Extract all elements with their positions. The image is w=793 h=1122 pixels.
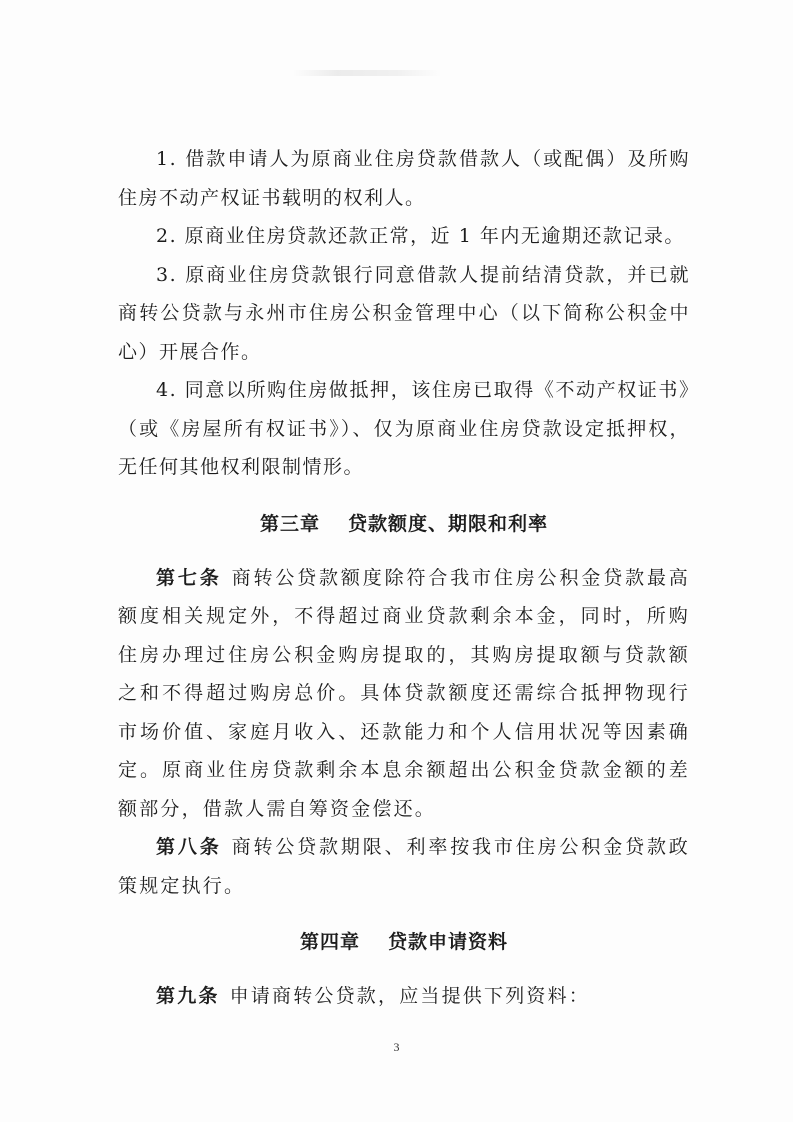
chapter-4-title: 贷款申请资料 — [388, 931, 509, 953]
chapter-3-title: 贷款额度、期限和利率 — [348, 512, 549, 535]
article-8-text: 商转公贷款期限、利率按我市住房公积金贷款政策规定执行。 — [118, 836, 691, 897]
article-9-label: 第九条 — [156, 985, 220, 1007]
chapter-3-heading — [118, 509, 690, 539]
article-7-text: 商转公贷款额度除符合我市住房公积金贷款最高额度相关规定外，不得超过商业贷款剩余本金，同时，所购住房办理过住房公积金购房提取的，其购房提取额与贷款额之和不得超过购房总价。具体贷款额度还需综合抵押物现行市场价值、家庭月收入、还款能力和个人信用状况等因素确定。原商业住房贷款剩余本息余额超出公积金贷款金额的差额部分，借款人需自筹资金偿还。 — [118, 566, 691, 820]
scan-smudge — [292, 70, 442, 76]
article-9-text: 申请商转公贷款，应当提供下列资料： — [229, 985, 591, 1007]
condition-4: 4. 同意以所购住房做抵押，该住房已取得《不动产权证书》（或《房屋所有权证书》）、仅为原商业住房贷款设定抵押权，无任何其他权利限制情形。 — [118, 379, 690, 478]
chapter-4-number: 第四章 — [299, 931, 360, 953]
article-9 — [118, 977, 690, 1016]
article-7 — [118, 559, 690, 829]
condition-1: 1. 借款申请人为原商业住房贷款借款人（或配偶）及所购住房不动产权证书载明的权利人。 — [118, 148, 690, 209]
page-number: 3 — [393, 1040, 400, 1054]
article-7-label: 第七条 — [156, 566, 222, 589]
condition-2: 2. 原商业住房贷款还款正常，近 1 年内无逾期还款记录。 — [156, 225, 685, 247]
article-8 — [118, 828, 690, 905]
chapter-3-number: 第三章 — [259, 512, 320, 535]
document-body — [118, 140, 690, 1016]
article-8-label: 第八条 — [156, 836, 222, 858]
condition-3: 3. 原商业住房贷款银行同意借款人提前结清贷款，并已就商转公贷款与永州市住房公积金管理中心（以下简称公积金中心）开展合作。 — [118, 263, 690, 363]
chapter-4-heading — [118, 927, 690, 957]
